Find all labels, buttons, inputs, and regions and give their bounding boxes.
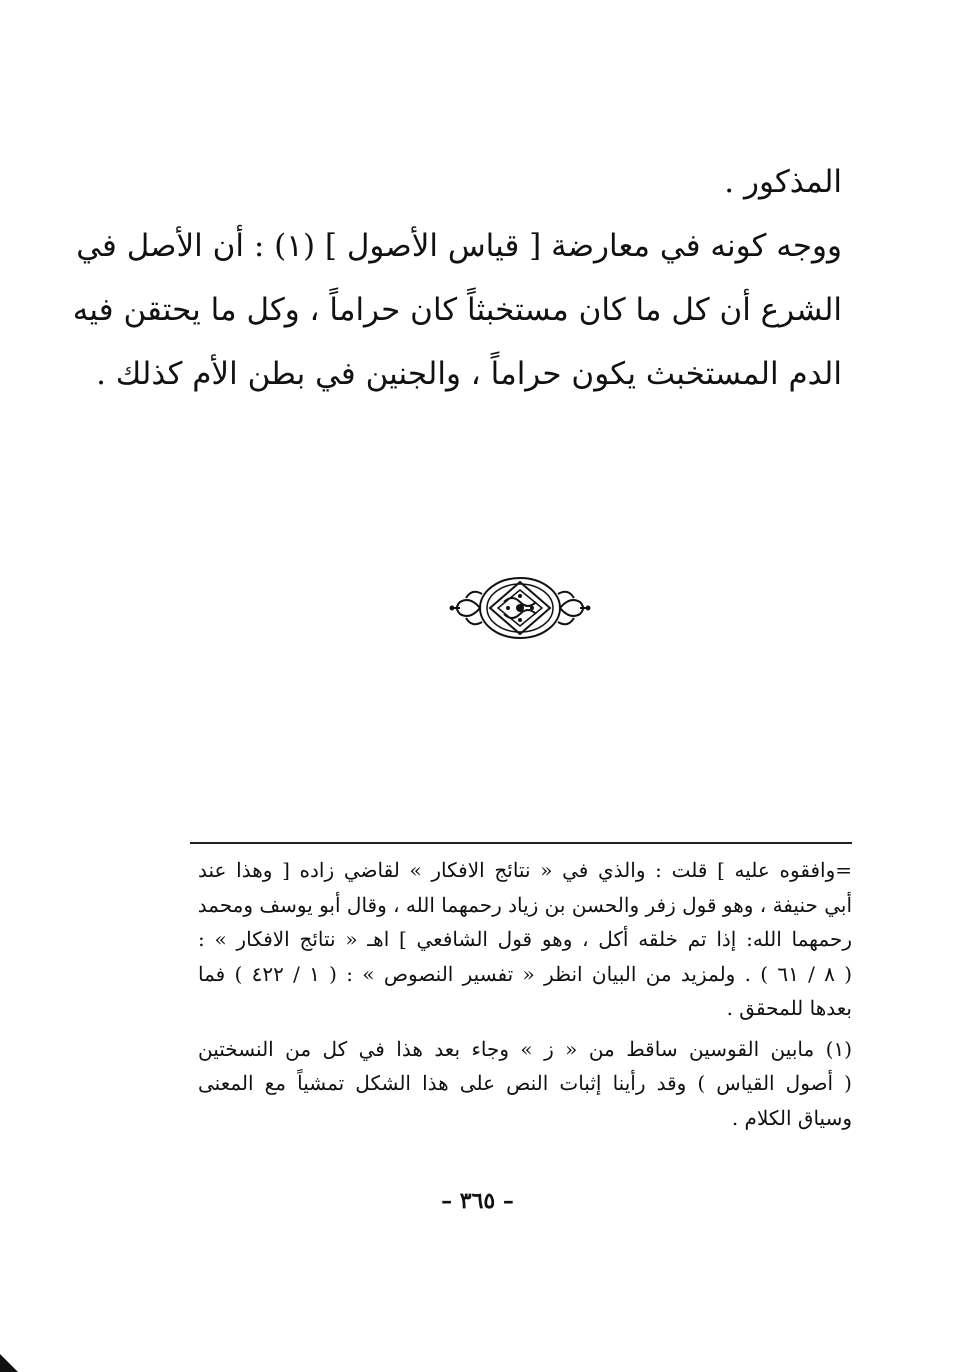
footnote-line: وسياق الكلام . [731, 1105, 852, 1130]
main-text-line: المذكور . [724, 164, 842, 200]
footnote-line: ( أصول القياس ) وقد رأينا إثبات النص على هذا الشكل تمشياً مع المعنى [198, 1071, 852, 1095]
corner-mark [0, 1354, 18, 1372]
footnote-line: =وافقوه عليه ] قلت : والذي في « نتائج الافكار » لقاضي زاده [ وهذا عند [198, 858, 852, 882]
footnote-line: أبي حنيفة ، وهو قول زفر والحسن بن زياد رحمهما الله ، وقال أبو يوسف ومحمد [197, 892, 852, 917]
footnotes [198, 853, 852, 1135]
footnote-line: بعدها للمحقق . [726, 996, 852, 1020]
footnote-line: (١) مابين القوسين ساقط من « ز » وجاء بعد هذا في كل من النسختين [198, 1036, 852, 1061]
footnote-line: ( ٨ / ٦١ ) . ولمزيد من البيان انظر « تفسير النصوص » : ( ١ / ٤٢٢ ) فما [198, 961, 852, 986]
main-text [72, 150, 842, 406]
footnote-line: رحمهما الله: إذا تم خلقه أكل ، وهو قول الشافعي ] اهـ « نتائج الافكار » : [198, 927, 852, 951]
footnote-divider [190, 842, 852, 844]
main-text-line: ووجه كونه في معارضة [ قياس الأصول ] (١) : أن الأصل في [76, 228, 842, 264]
page-number: – ٣٦٥ – [441, 1188, 514, 1214]
footnote-continuation [198, 853, 852, 1026]
main-text-line: الشرع أن كل ما كان مستخبثاً كان حراماً ، وكل ما يحتقن فيه [72, 292, 842, 328]
ornament-icon [448, 572, 592, 644]
footnote-1 [198, 1032, 852, 1136]
main-text-line: الدم المستخبث يكون حراماً ، والجنين في بطن الأم كذلك . [96, 356, 842, 392]
